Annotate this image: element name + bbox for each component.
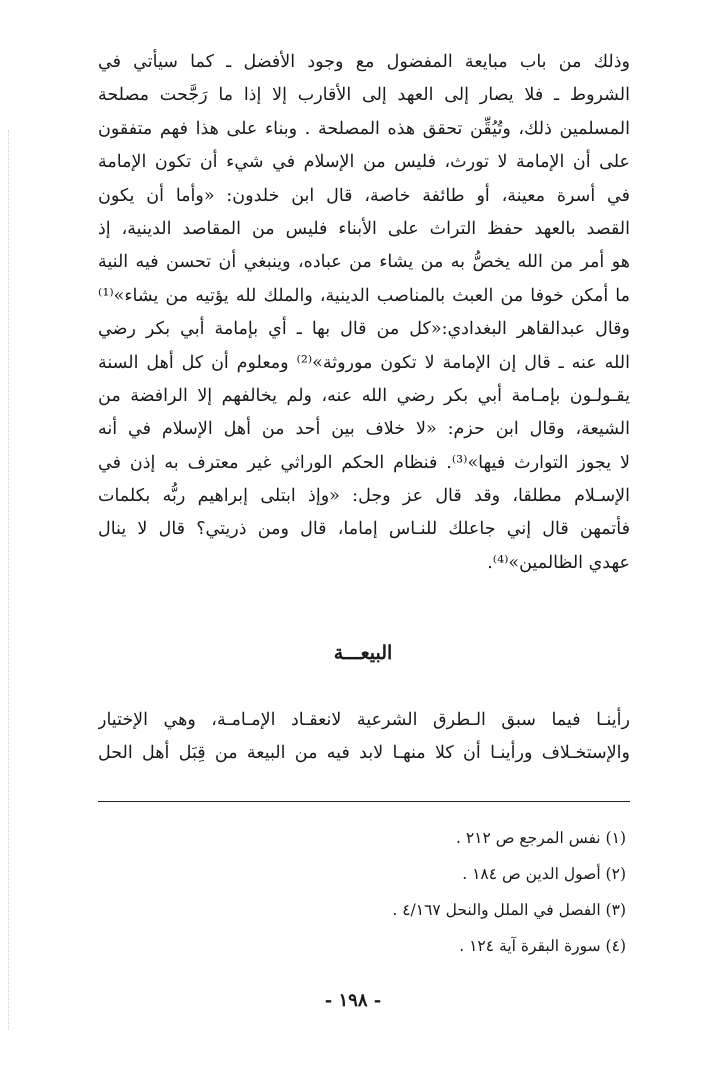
paragraph-line: هو أمر من الله يخصُّ به من يشاء من عباده، وينبغي أن تحسن فيه النية [98, 252, 630, 273]
paragraph-line: وقال عبدالقاهر البغدادي:«كل من قال بها ـ أي بإمامة أبي بكر رضي [98, 319, 630, 340]
footnotes [186, 820, 626, 964]
second-paragraph [98, 704, 630, 771]
page-number: - ١٩٨ - [324, 990, 382, 1011]
paragraph-line: الشروط ـ فلا يصار إلى العهد إلى الأقارب إلا إذا ما رَجَّحت مصلحة [98, 85, 630, 106]
paragraph-line: الإسـلام مطلقا، وقد قال عز وجل: «وإذ ابتلى إبراهيم ربُّه بكلمات [98, 486, 630, 507]
footnote: (٣) الفصل في الملل والنحل ٤/١٦٧ . [392, 901, 626, 919]
main-paragraph [98, 46, 630, 580]
paragraph-line: والإستخـلاف ورأينـا أن كلا منهـا لابد فيه من البيعة من قِبَل أهل الحل [98, 743, 630, 764]
paragraph-line: القصد بالعهد حفظ التراث على الأبناء فليس من المقاصد الدينية، إذ [98, 218, 630, 239]
paragraph-line: عهدي الظالمين»⁽⁴⁾. [487, 552, 630, 573]
paragraph-line: المسلمين ذلك، وتُيُقِّن تحقق هذه المصلحة . وبناء على هذا فهم متفقون [98, 118, 630, 139]
paragraph-line: في أسرة معينة، أو طائفة خاصة، قال ابن خلدون: «وأما أن يكون [98, 185, 630, 206]
paragraph-line: على أن الإمامة لا تورث، فليس من الإسلام في شيء أن تكون الإمامة [98, 152, 630, 173]
paragraph-line: وذلك من باب مبايعة المفضول مع وجود الأفضل ـ كما سيأتي في [98, 52, 630, 72]
footnote: (١) نفس المرجع ص ٢١٢ . [455, 829, 626, 847]
paragraph-line: ما أمكن خوفا من العبث بالمناصب الدينية، والملك لله يؤتيه من يشاء»⁽¹⁾ [98, 285, 630, 306]
paragraph-line: الشيعة، وقال ابن حزم: «لا خلاف بين أحد من أهل الإسلام في أنه [98, 419, 630, 440]
paragraph-line: فأتمهن قال إني جاعلك للنـاس إماما، قال ومن ذريتي؟ قال لا ينال [98, 519, 630, 540]
scan-margin-artifact [8, 130, 11, 1030]
paragraph-line: الله عنه ـ قال إن الإمامة لا تكون موروثة»⁽²⁾ ومعلوم أن كل أهل السنة [98, 352, 630, 373]
footnote: (٢) أصول الدين ص ١٨٤ . [462, 865, 626, 883]
paragraph-line: رأينـا فيما سبق الـطرق الشرعية لانعقـاد الإمـامـة، وهي الإختيار [98, 710, 630, 730]
footnote-separator [98, 801, 630, 802]
paragraph-line: يقـولـون بإمـامة أبي بكر رضي الله عنه، ولم يخالفهم إلا الرافضة من [98, 385, 630, 406]
paragraph-line: لا يجوز التوارث فيها»⁽³⁾. فنظام الحكم الوراثي غير معترف به إذن في [98, 452, 630, 473]
footnote: (٤) سورة البقرة آية ١٢٤ . [459, 937, 626, 955]
section-heading: البيعـــة [333, 642, 393, 664]
